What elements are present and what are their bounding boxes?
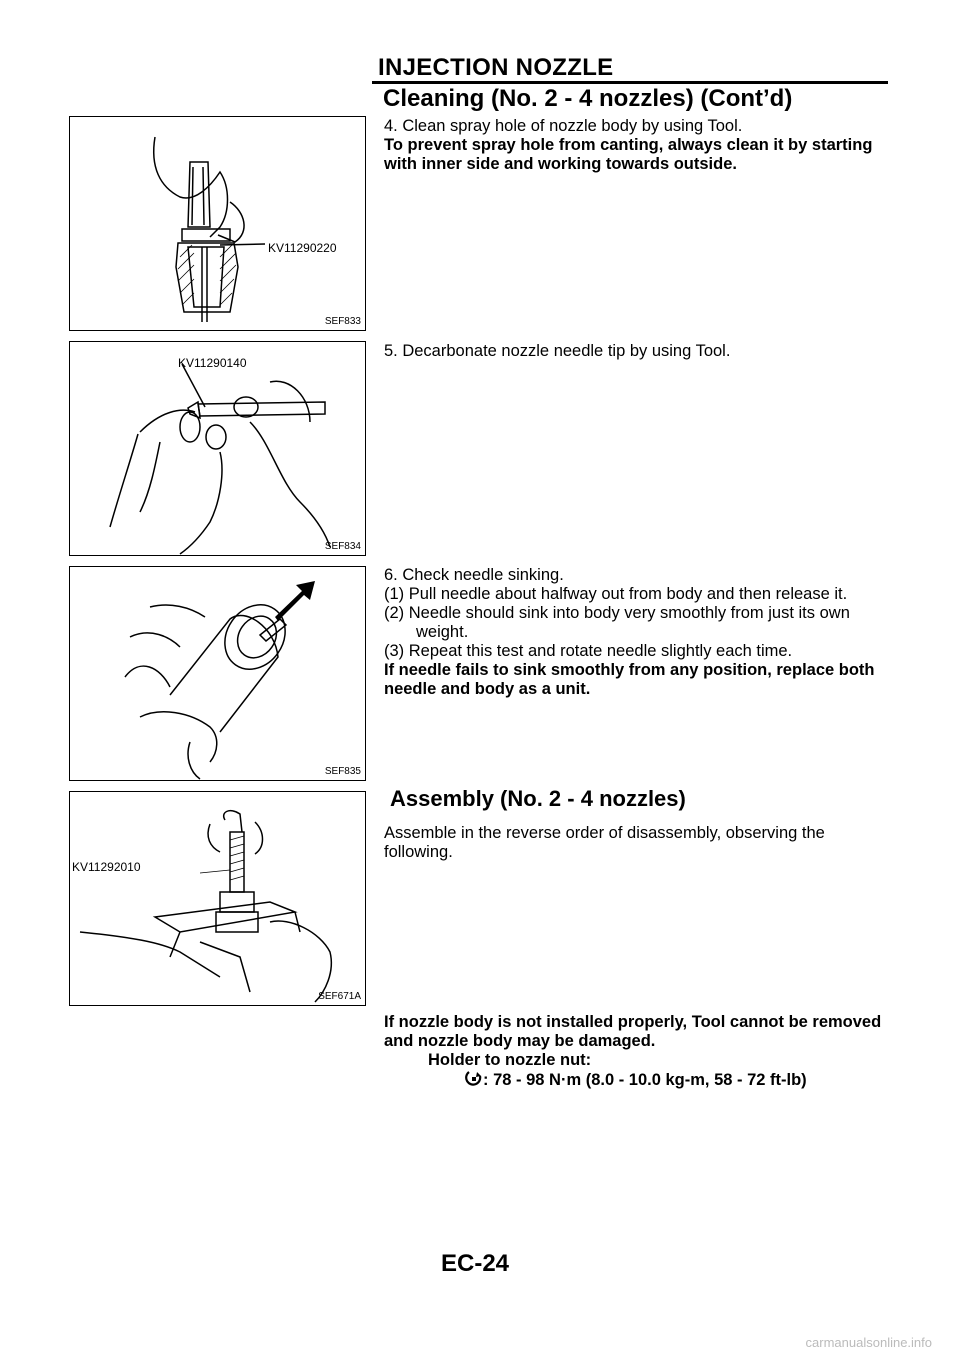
page-number: EC-24: [441, 1250, 510, 1277]
figure-id: SEF835: [324, 766, 361, 777]
watermark: carmanualsonline.info: [805, 1335, 932, 1350]
figure-id: SEF671A: [318, 991, 361, 1002]
torque-value: : 78 - 98 N·m (8.0 - 10.0 kg-m, 58 - 72 ft-lb): [483, 1071, 807, 1089]
assembly-warning: If nozzle body is not installed properly, Tool cannot be removed and nozzle body may be damaged.: [384, 1013, 882, 1050]
assembly-text: Assemble in the reverse order of disassembly, observing the following.: [384, 824, 825, 861]
needle-decarbonate-illustration: [70, 342, 366, 556]
step-5-block: [384, 342, 889, 361]
needle-sinking-illustration: [70, 567, 366, 781]
step-4-warning: To prevent spray hole from canting, always clean it by starting with inner side and working towards outside.: [384, 136, 873, 173]
assembly-heading: Assembly (No. 2 - 4 nozzles): [390, 786, 686, 811]
figure-id: SEF834: [324, 541, 361, 552]
figure-id: SEF833: [324, 316, 361, 327]
tool-label: KV11292010: [72, 860, 141, 874]
assembly-warning-block: [384, 1013, 889, 1090]
step-4-text: 4. Clean spray hole of nozzle body by using Tool.: [384, 117, 743, 135]
section-title: INJECTION NOZZLE: [378, 54, 614, 81]
step-6-item-3: (3) Repeat this test and rotate needle slightly each time.: [384, 642, 793, 660]
tool-label: KV11290140: [178, 356, 247, 370]
assembly-text-block: [384, 824, 889, 862]
step-6-item-1: (1) Pull needle about halfway out from body and then release it.: [384, 585, 848, 603]
torque-spec: [384, 1070, 889, 1090]
tool-label: KV11290220: [268, 241, 337, 255]
figure-sef834: [69, 341, 366, 556]
torque-wrench-icon: [465, 1070, 483, 1088]
step-6-block: [384, 566, 889, 699]
figure-sef671a: [69, 791, 366, 1006]
step-5-text: 5. Decarbonate nozzle needle tip by using Tool.: [384, 342, 731, 360]
header-rule: [372, 81, 888, 84]
arrow-icon: [275, 581, 315, 621]
step-4-block: [384, 117, 889, 174]
nozzle-assembly-illustration: [70, 792, 366, 1006]
step-6-item-2: (2) Needle should sink into body very smoothly from just its own weight.: [384, 604, 850, 641]
torque-label: Holder to nozzle nut:: [428, 1051, 592, 1069]
nozzle-cleaning-illustration: [70, 117, 366, 331]
figure-sef835: [69, 566, 366, 781]
subsection-title: Cleaning (No. 2 - 4 nozzles) (Cont’d): [383, 85, 793, 112]
figure-sef833: [69, 116, 366, 331]
step-6-warning: If needle fails to sink smoothly from any position, replace both needle and body as a unit.: [384, 661, 875, 698]
step-6-text: 6. Check needle sinking.: [384, 566, 564, 584]
